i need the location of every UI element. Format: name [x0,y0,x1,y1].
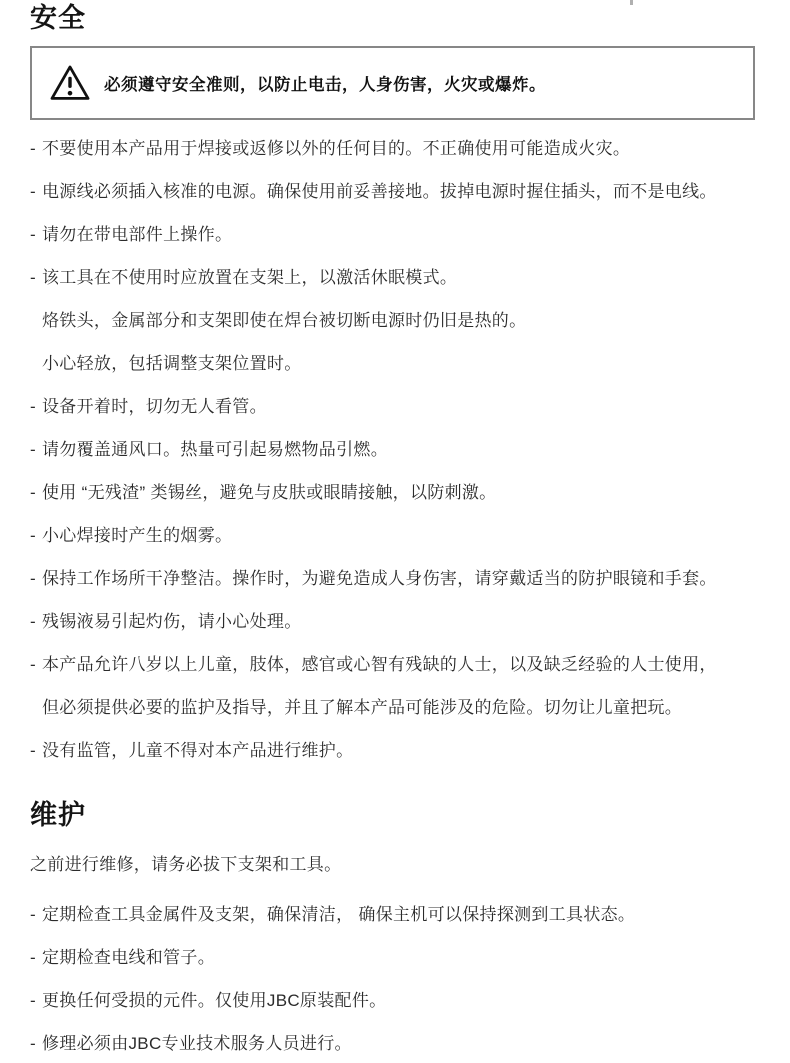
safety-list-item [30,697,756,719]
safety-list-item-text: 残锡液易引起灼伤，请小心处理。 [42,612,302,631]
bullet-dash: - [30,397,36,416]
bullet-dash: - [30,655,36,674]
safety-warning-box [30,46,755,120]
safety-list-item-text: 但必须提供必要的监护及指导，并且了解本产品可能涉及的危险。切勿让儿童把玩。 [42,698,683,717]
safety-list-item [30,396,756,418]
safety-list-item [30,310,756,332]
bullet-dash: - [30,1034,36,1053]
safety-list-item-text: 没有监管，儿童不得对本产品进行维护。 [42,741,354,760]
safety-list-item [30,525,756,547]
safety-list-item-text: 烙铁头，金属部分和支架即使在焊台被切断电源时仍旧是热的。 [42,311,527,330]
bullet-dash: - [30,225,36,244]
safety-list-item [30,654,756,676]
bullet-dash: - [30,991,36,1010]
safety-list [30,138,756,762]
warning-triangle-icon [49,63,91,103]
safety-list-item-text: 使用 “无残渣” 类锡丝，避免与皮肤或眼睛接触，以防刺激。 [42,483,497,502]
safety-list-item-text: 本产品允许八岁以上儿童，肢体，感官或心智有残缺的人士，以及缺乏经验的人士使用， [42,655,717,674]
warning-text: 必须遵守安全准则，以防止电击，人身伤害，火灾或爆炸。 [104,76,546,94]
safety-list-item [30,138,756,160]
safety-list-item-text: 保持工作场所干净整洁。操作时，为避免造成人身伤害，请穿戴适当的防护眼镜和手套。 [42,569,717,588]
safety-list-item [30,267,756,289]
maintenance-list-item [30,904,756,926]
bullet-dash: - [30,741,36,760]
bullet-dash: - [30,948,36,967]
maintenance-list-item [30,947,756,969]
safety-list-item [30,611,756,633]
safety-list-item-text: 请勿覆盖通风口。热量可引起易燃物品引燃。 [42,440,388,459]
maintenance-list-item [30,1033,756,1055]
safety-list-item-text: 电源线必须插入核准的电源。确保使用前妥善接地。拔掉电源时握住插头，而不是电线。 [42,182,717,201]
maintenance-list-item-text: 定期检查电线和管子。 [42,948,215,967]
bullet-dash: - [30,440,36,459]
safety-list-item-text: 该工具在不使用时应放置在支架上，以激活休眠模式。 [42,268,458,287]
bullet-dash: - [30,569,36,588]
maintenance-list-item-text: 修理必须由JBC专业技术服务人员进行。 [42,1034,352,1053]
safety-list-item [30,439,756,461]
section-title-maintenance: 维护 [30,800,86,830]
maintenance-intro: 之前进行维修，请务必拔下支架和工具。 [30,855,342,874]
bullet-dash: - [30,483,36,502]
bullet-dash: - [30,139,36,158]
bullet-dash: - [30,268,36,287]
maintenance-list [30,904,756,1055]
safety-list-item-text: 小心轻放，包括调整支架位置时。 [42,354,302,373]
safety-list-item-text: 请勿在带电部件上操作。 [42,225,233,244]
safety-list-item-text: 设备开着时，切勿无人看管。 [42,397,267,416]
maintenance-list-item-text: 定期检查工具金属件及支架，确保清洁， 确保主机可以保持探测到工具状态。 [42,905,636,924]
bullet-dash: - [30,905,36,924]
bullet-dash: - [30,612,36,631]
bullet-dash: - [30,526,36,545]
safety-list-item [30,224,756,246]
maintenance-list-item-text: 更换任何受损的元件。仅使用JBC原装配件。 [42,991,387,1010]
safety-list-item [30,181,756,203]
safety-list-item [30,740,756,762]
maintenance-list-item [30,990,756,1012]
safety-list-item [30,353,756,375]
safety-list-item [30,482,756,504]
page-edge-artifact [630,0,633,5]
safety-list-item-text: 小心焊接时产生的烟雾。 [42,526,233,545]
section-title-safety: 安全 [30,3,86,33]
safety-list-item-text: 不要使用本产品用于焊接或返修以外的任何目的。不正确使用可能造成火灾。 [42,139,631,158]
bullet-dash: - [30,182,36,201]
safety-list-item [30,568,756,590]
